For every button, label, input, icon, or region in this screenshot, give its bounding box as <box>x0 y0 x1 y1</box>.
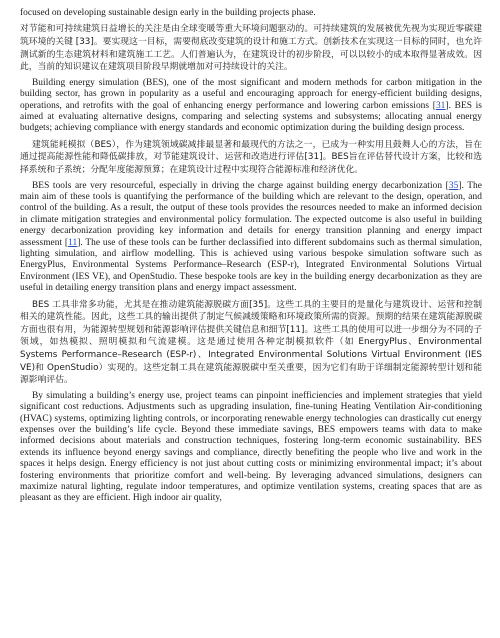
paragraph-5-text-c: ]. The use of these tools can be further declassified into different subdomains such as thermal simulation, lighting simulation, and airflow modelling. This is achieved using various bespoke simulation software such as EnergyPlus, Environmental Systems Performance–Research (ESP-r), Integrated Environmental Solutions Virtual Environment (IES VE), and OpenStudio. These bespoke tools are key in the building energy decarbonization as they are useful in detailing energy transition plans and energy impact assessment. <box>20 237 482 294</box>
paragraph-5-text-b: ]. The main aim of these tools is quantifying the performance of the building which are relevant to the design, operation, and control of the building. As a result, the output of these tools provides the resources needed to make an informed decision in climate mitigation strategies and environmental policy formulation. The expected outcome is also useful in building energy decarbonization providing key information and details for energy transition planning and energy impact assessment [ <box>20 180 483 248</box>
citation-31[interactable]: 31 <box>435 100 446 111</box>
citation-11[interactable]: 11 <box>68 237 78 248</box>
paragraph-6-zh: BES 工具非常多功能，尤其是在推动建筑能源脱碳方面[35]。这些工具的主要目的是量化与建筑设计、运营和控制相关的建筑性能。因此，这些工具的输出提供了制定气候减缓策略和环境政策所需的资源。预期的结果在建筑能源脱碳方面也很有用，为能源转型规划和能源影响评估提供关键信息和细节[11]。这些工具的使用可以进一步细分为不同的子领域，如热模拟、照明模拟和气流建模。这是通过使用各种定制模拟软件（如 EnergyPlus、Environmental Systems Performance–Research (ESP-r)、Integrated Environmental Solutions Virtual Environment (IES VE)和 OpenStudio）实现的。这些定制工具在建筑能源脱碳中至关重要，因为它们有助于详细制定能源转型计划和能源影响评估。 <box>20 299 482 386</box>
paragraph-5 <box>20 181 482 295</box>
paragraph-3-text-a: Building energy simulation (BES), one of the most significant and modern methods for carbon mitigation in the building sector, has grown in popularity as a useful and encouraging approach for energy-efficient building designs, operations, and retrofits with the goal of enhancing energy performance and lowering carbon emissions [ <box>20 77 482 111</box>
paragraph-2-zh: 对节能和可持续建筑日益增长的关注是由全球变暖等重大环境问题驱动的。可持续建筑的发展被优先视为实现近零碳建筑环境的关键 [33]。要实现这一目标，需要彻底改变建筑的设计和施工方式。创新技术在实现这一目标的同时，也允许测试新的生态建筑材料和建筑施工工艺。人们普遍认为，在建筑设计的初步阶段，可以以较小的成本取得显著成效。因此，当前的知识建议在建筑项目阶段早期就增加对可持续设计的关注。 <box>20 24 482 73</box>
paragraph-7: By simulating a building’s energy use, project teams can pinpoint inefficiencies and implement strategies that yield significant cost reductions. Adjustments such as upgrading insulation, fine-tuning Heating Ventilation Air-conditioning (HVAC) systems, optimizing lighting controls, or incorporating renewable energy technologies can drastically cut energy expenses over the building’s life cycle. Beyond these immediate savings, BES empowers teams with data to make informed decisions about materials and construction techniques, fostering long-term economic sustainability. BES extends its influence beyond energy savings and compliance, directly benefiting the people who live and work in the spaces it helps design. Energy efficiency is not just about cutting costs or minimizing environmental impact; it’s about fostering environments that prioritize comfort and well-being. By leveraging advanced simulations, designers can maximize natural lighting, regulate indoor temperatures, and optimize ventilation systems, creating spaces that are as pleasant as they are efficient. High indoor air quality, <box>20 390 482 504</box>
paragraph-3-text-b: ]. BES is aimed at evaluating alternative designs, comparing and selecting systems and subsystems; allocating annual energy budgets; achieving compliance with energy standards and economic optimization during the building design process. <box>20 100 482 134</box>
citation-35[interactable]: 35 <box>448 180 459 191</box>
paragraph-3 <box>20 78 482 135</box>
paragraph-1: focused on developing sustainable design early in the building projects phase. <box>20 8 316 18</box>
document-page <box>20 8 482 509</box>
paragraph-5-text-a: BES tools are very resourceful, especially in driving the charge against building energy decarbonization [ <box>32 180 449 191</box>
paragraph-4-zh: 建筑能耗模拟（BES），作为建筑领域碳减排最显著和最现代的方法之一，已成为一种实用且鼓舞人心的方法，旨在通过提高能源性能和降低碳排放，对节能建筑设计、运营和改造进行评估[31]。BES旨在评估替代设计方案，比较和选择系统和子系统；分配年度能源预算；在建筑设计过程中实现符合能源标准和经济优化。 <box>20 139 482 175</box>
